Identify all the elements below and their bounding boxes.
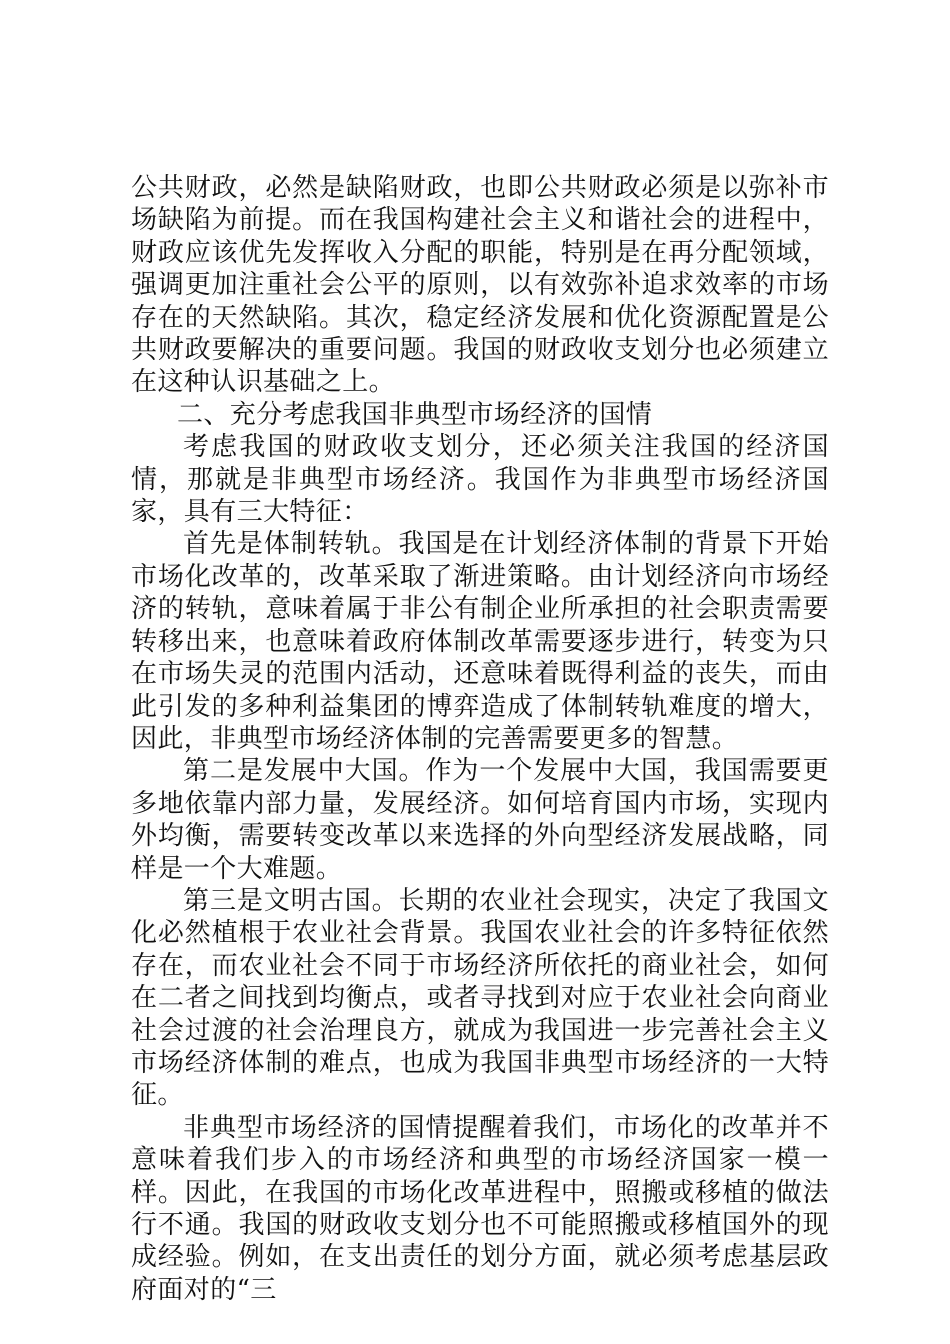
paragraph-system-transition: 首先是体制转轨。我国是在计划经济体制的背景下开始市场化改革的，改革采取了渐进策略。由计划经济向市场经济的转轨，意味着属于非公有制企业所承担的社会职责需要转移出来，也意味着政府体制改革需要逐步进行，转变为只在市场失灵的范围内活动，还意味着既得利益的丧失，而由此引发的多种利益集团的博弈造成了体制转轨难度的增大，因此，非典型市场经济体制的完善需要更多的智慧。: [131, 529, 829, 754]
section-heading: 二、充分考虑我国非典型市场经济的国情: [177, 399, 653, 430]
paragraph-public-finance: 公共财政，必然是缺陷财政，也即公共财政必须是以弥补市场缺陷为前提。而在我国构建社会主义和谐社会的进程中，财政应该优先发挥收入分配的职能，特别是在再分配领域，强调更加注重社会公平的原则，以有效弥补追求效率的市场存在的天然缺陷。其次，稳定经济发展和优化资源配置是公共财政要解决的重要问题。我国的财政收支划分也必须建立在这种认识基础之上。: [131, 173, 829, 398]
paragraph-national-conditions: 考虑我国的财政收支划分，还必须关注我国的经济国情，那就是非典型市场经济。我国作为非典型市场经济国家，具有三大特征：: [131, 432, 829, 528]
paragraph-developing-country: 第二是发展中大国。作为一个发展中大国，我国需要更多地依靠内部力量，发展经济。如何培育国内市场，实现内外均衡，需要转变改革以来选择的外向型经济发展战略，同样是一个大难题。: [131, 756, 829, 884]
paragraph-ancient-civilization: 第三是文明古国。长期的农业社会现实，决定了我国文化必然植根于农业社会背景。我国农业社会的许多特征依然存在，而农业社会不同于市场经济所依托的商业社会，如何在二者之间找到均衡点，或者寻找到对应于农业社会向商业社会过渡的社会治理良方，就成为我国进一步完善社会主义市场经济体制的难点，也成为我国非典型市场经济的一大特征。: [131, 885, 829, 1111]
paragraph-conclusion: 非典型市场经济的国情提醒着我们，市场化的改革并不意味着我们步入的市场经济和典型的市场经济国家一模一样。因此，在我国的市场化改革进程中，照搬或移植的做法行不通。我国的财政收支划分也不可能照搬或移植国外的现成经验。例如，在支出责任的划分方面，就必须考虑基层政府面对的“三: [131, 1112, 829, 1305]
document-body: [131, 172, 829, 1306]
